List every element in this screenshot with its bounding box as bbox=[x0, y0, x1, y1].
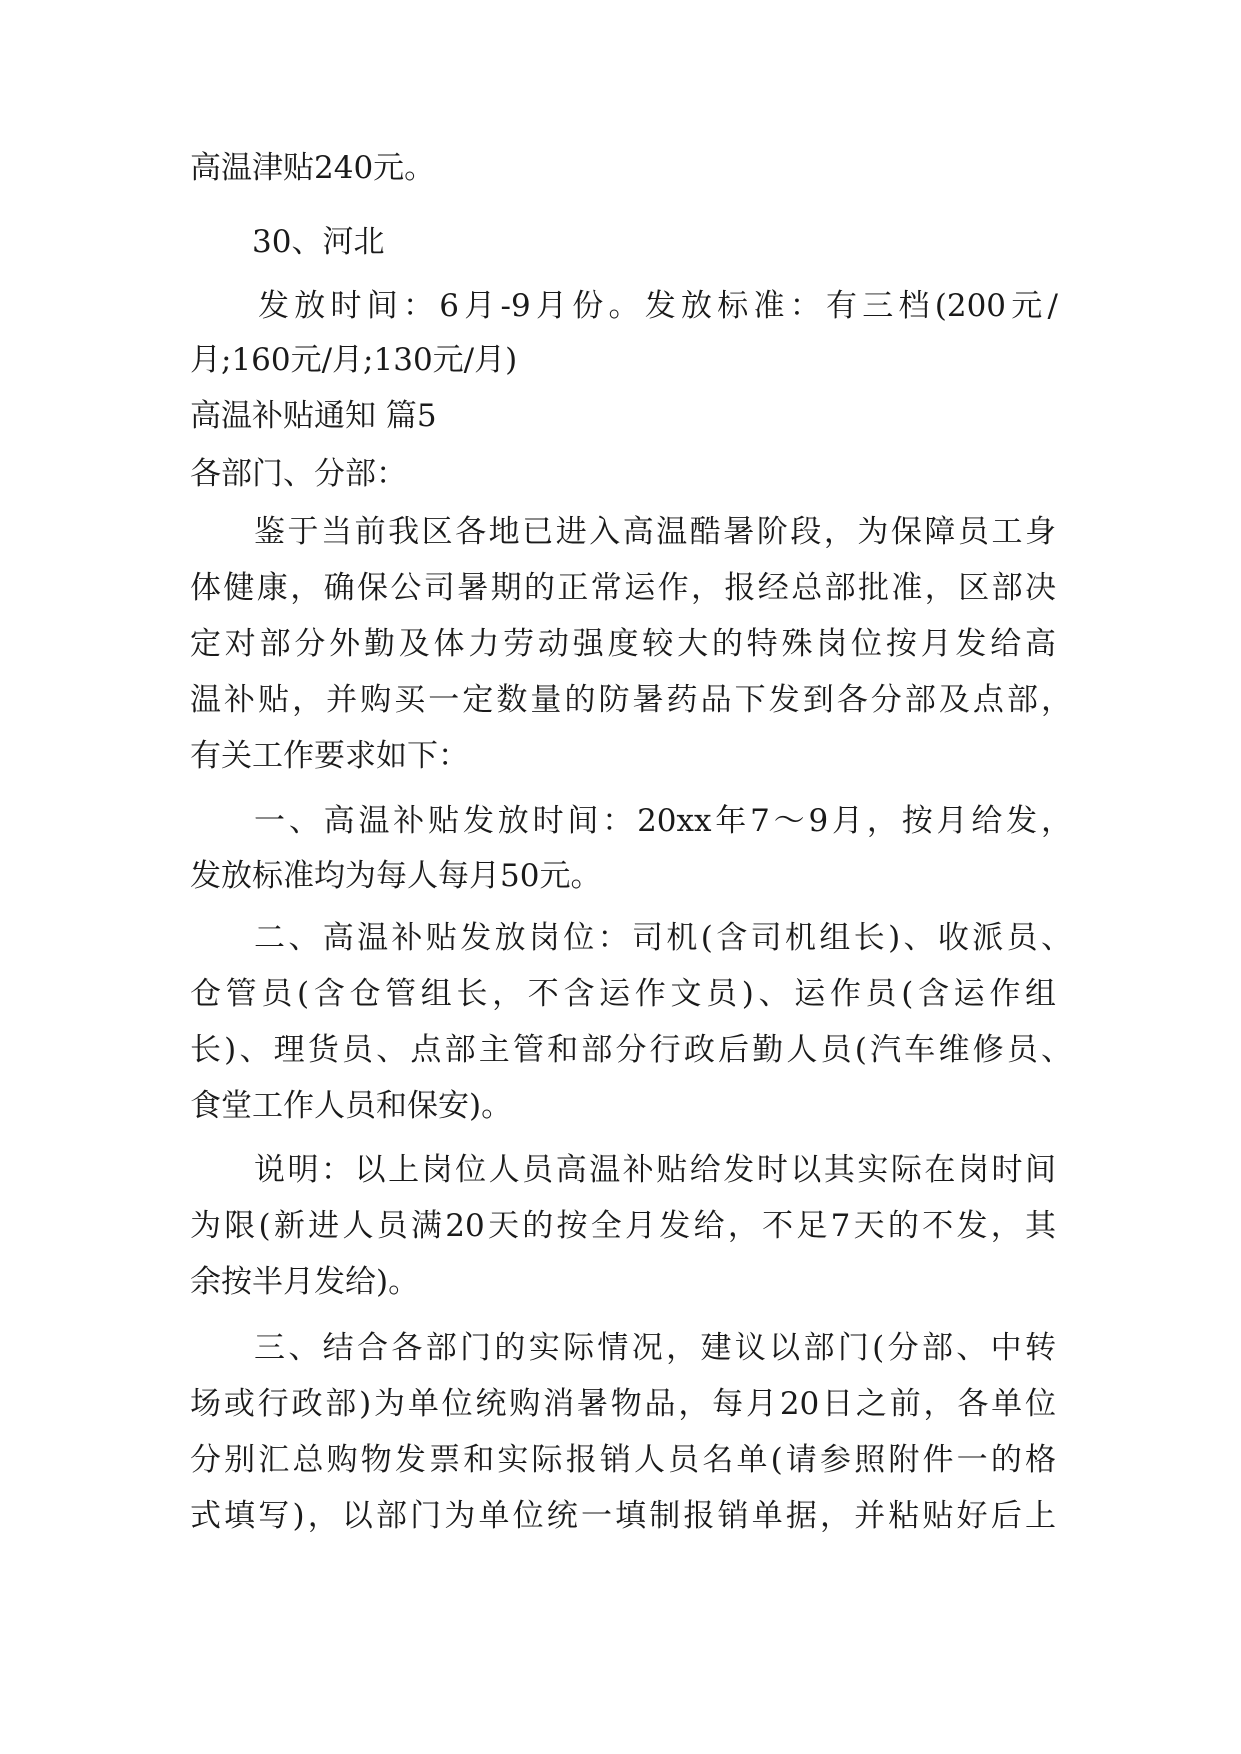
text-line: 定对部分外勤及体力劳动强度较大的特殊岗位按月发给高 bbox=[190, 626, 1056, 662]
text-line: 30、河北 bbox=[252, 224, 385, 260]
text-line: 发放标准均为每人每月50元。 bbox=[190, 858, 602, 894]
text-line: 鉴于当前我区各地已进入高温酷暑阶段，为保障员工身 bbox=[254, 514, 1056, 550]
text-line: 月;160元/月;130元/月) bbox=[190, 342, 518, 378]
text-line: 说明：以上岗位人员高温补贴给发时以其实际在岗时间 bbox=[254, 1152, 1056, 1188]
text-line: 仓管员(含仓管组长，不含运作文员)、运作员(含运作组 bbox=[190, 976, 1056, 1012]
salutation: 各部门、分部： bbox=[190, 456, 407, 492]
text-line: 发放时间：6月-9月份。发放标准：有三档(200元/ bbox=[258, 288, 1058, 324]
text-line: 余按半月发给)。 bbox=[190, 1264, 420, 1300]
text-line: 高温津贴240元。 bbox=[190, 150, 436, 186]
text-line: 食堂工作人员和保安)。 bbox=[190, 1088, 513, 1124]
text-line: 二、高温补贴发放岗位：司机(含司机组长)、收派员、 bbox=[254, 920, 1072, 956]
section-heading: 高温补贴通知 篇5 bbox=[190, 398, 437, 434]
text-line: 温补贴，并购买一定数量的防暑药品下发到各分部及点部， bbox=[190, 682, 1072, 718]
text-line: 分别汇总购物发票和实际报销人员名单(请参照附件一的格 bbox=[190, 1442, 1056, 1478]
text-line: 有关工作要求如下： bbox=[190, 738, 469, 774]
text-line: 场或行政部)为单位统购消暑物品，每月20日之前，各单位 bbox=[190, 1386, 1056, 1422]
text-line: 体健康，确保公司暑期的正常运作，报经总部批准，区部决 bbox=[190, 570, 1056, 606]
text-line: 为限(新进人员满20天的按全月发给，不足7天的不发，其 bbox=[190, 1208, 1056, 1244]
text-line: 长)、理货员、点部主管和部分行政后勤人员(汽车维修员、 bbox=[190, 1032, 1072, 1068]
text-line: 三、结合各部门的实际情况，建议以部门(分部、中转 bbox=[254, 1330, 1056, 1366]
text-line: 一、高温补贴发放时间：20xx年7～9月，按月给发， bbox=[254, 803, 1072, 839]
text-line: 式填写)，以部门为单位统一填制报销单据，并粘贴好后上 bbox=[190, 1498, 1056, 1534]
